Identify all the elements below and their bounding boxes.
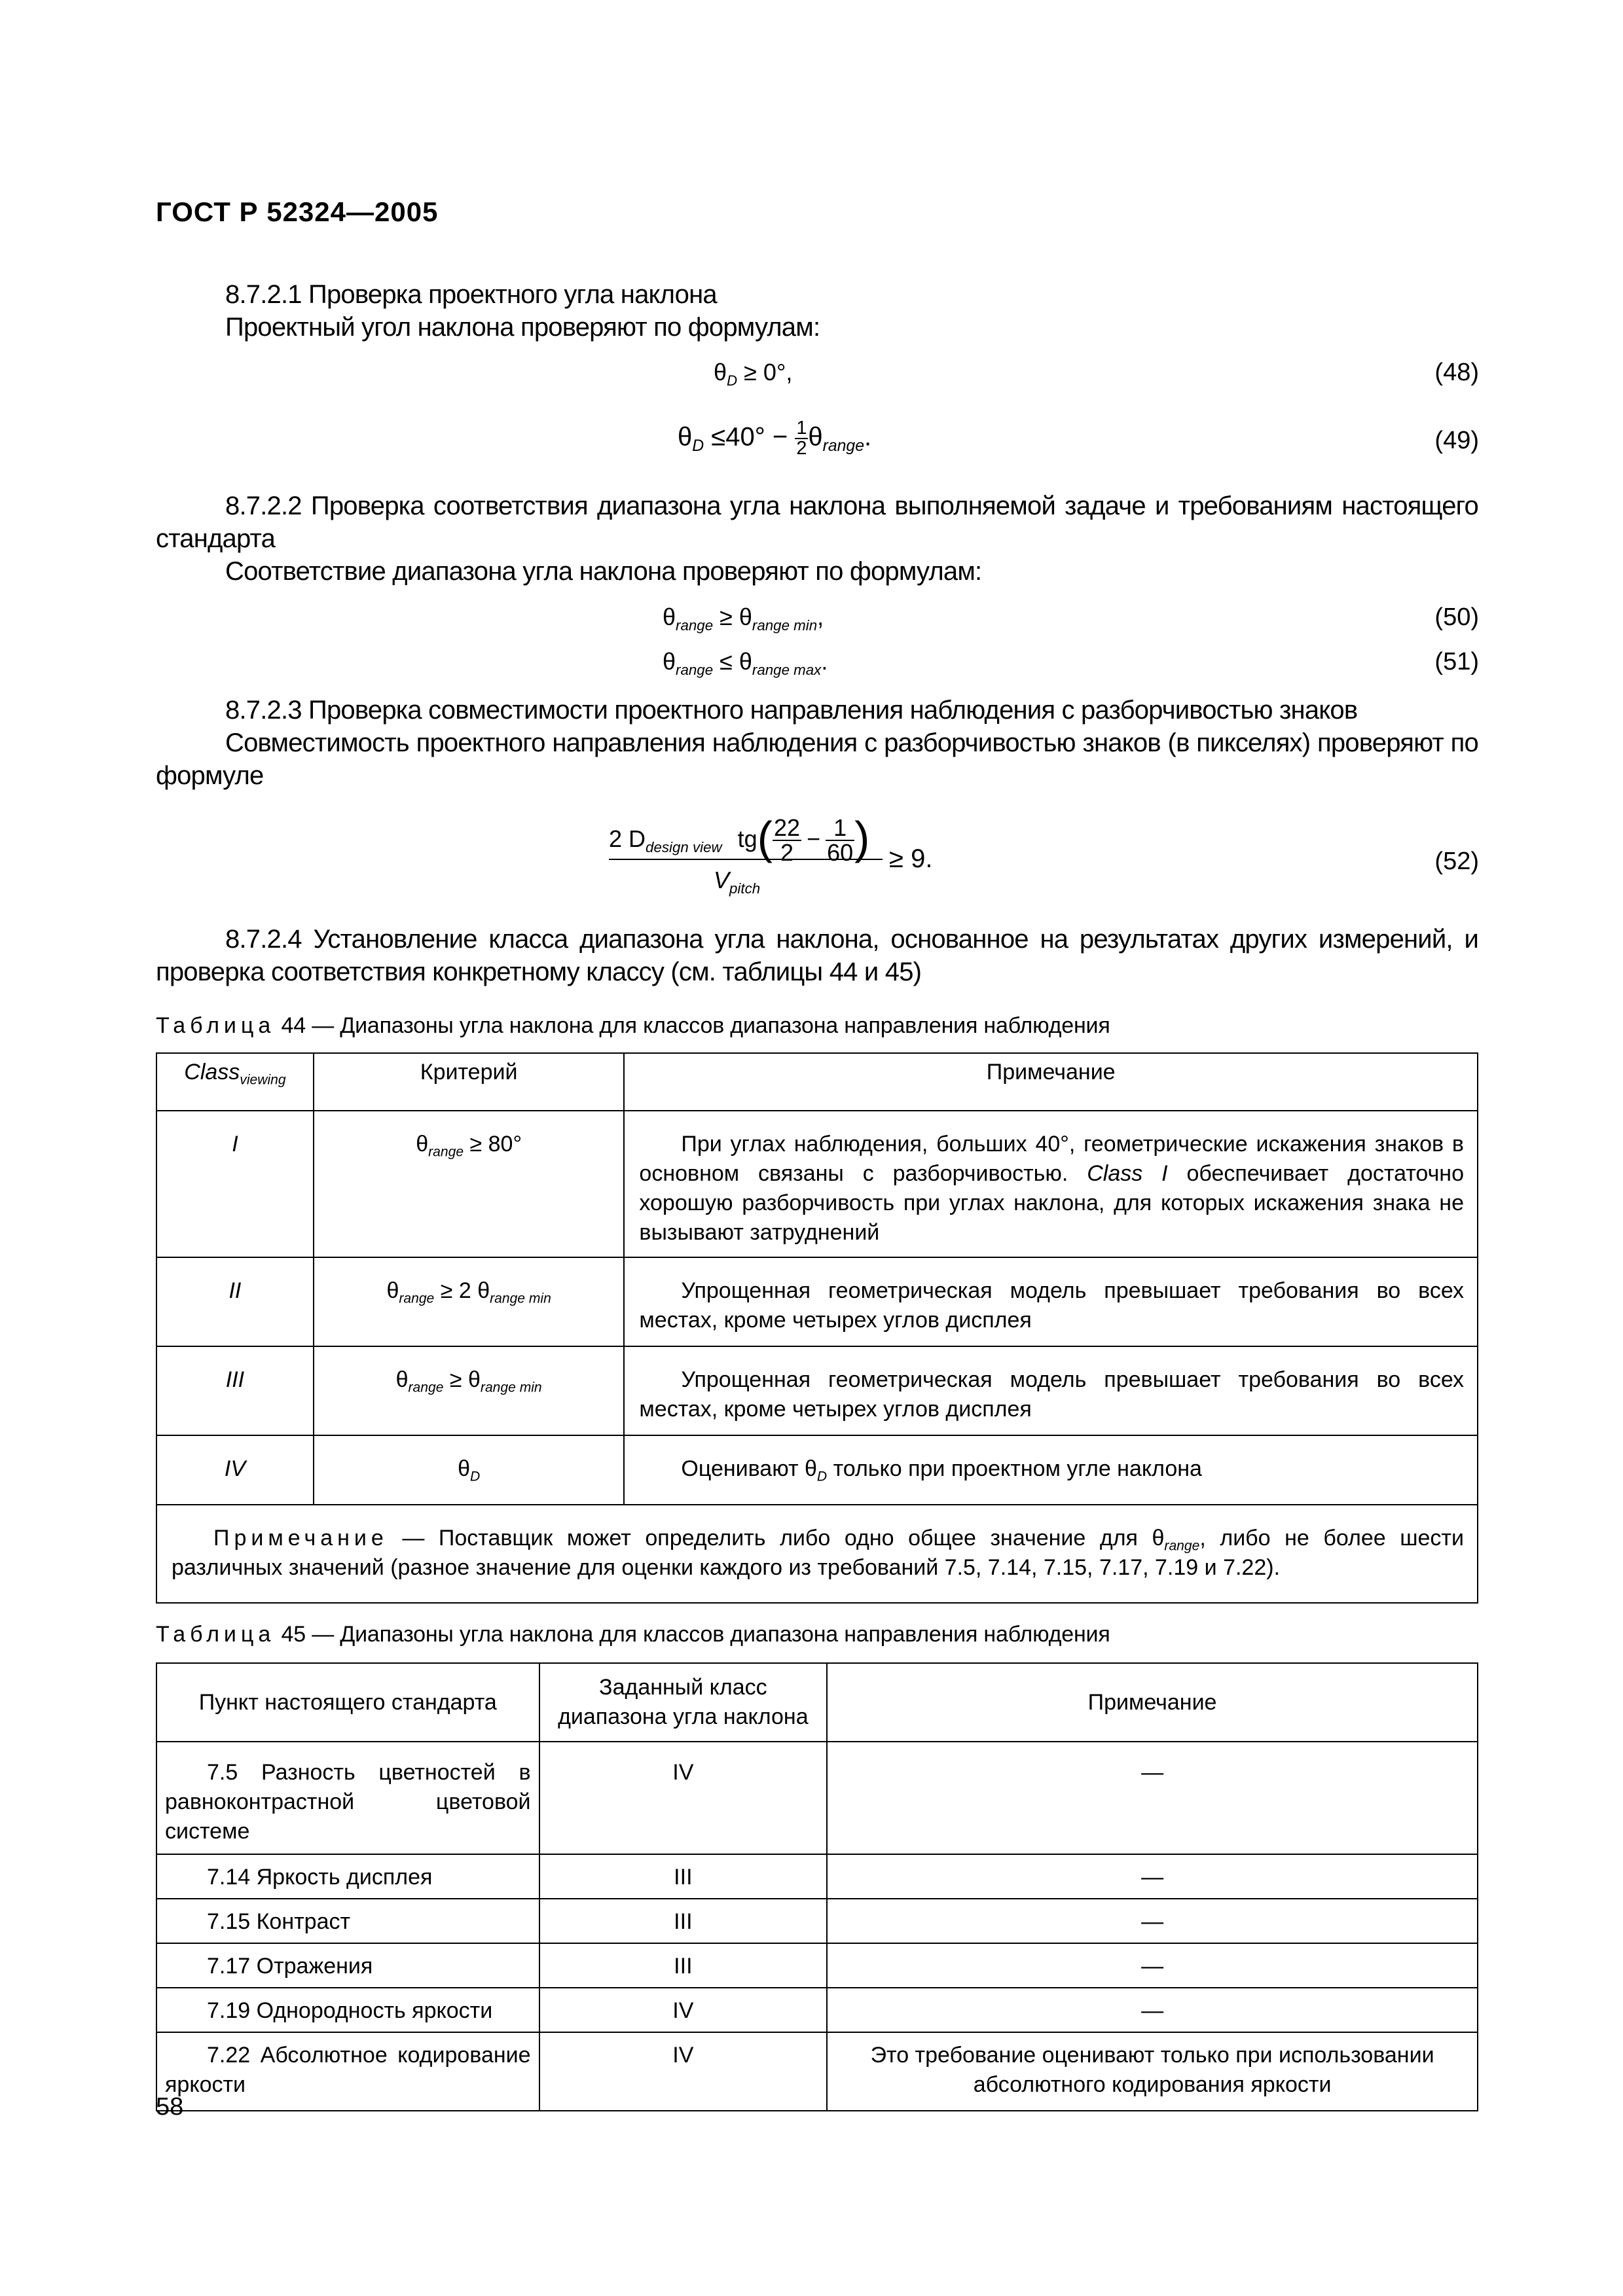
h-class-sub: viewing	[240, 1072, 286, 1088]
section-8-7-2-1-title: 8.7.2.1 Проверка проектного угла наклона	[225, 280, 717, 309]
table-44-class: IV	[156, 1435, 314, 1505]
crit-sub: range	[428, 1144, 464, 1160]
f52-frac-a	[773, 816, 801, 865]
table-44-header-class	[156, 1053, 314, 1111]
table-row	[156, 1111, 1478, 1257]
table-44-header-note: Примечание	[624, 1053, 1478, 1111]
f52-den-sub: pitch	[729, 880, 761, 897]
table-44-class: III	[156, 1346, 314, 1435]
formula-51	[663, 648, 828, 678]
f52-num-pre: 2 D	[609, 825, 646, 852]
section-8-7-2-4-title: 8.7.2.4 Установление класса диапазона угла наклона, основанное на результатах других измерений, и проверка соответствия конкретному классу (см. таблицы 44 и 45)	[156, 925, 1478, 986]
f49-theta: θ	[678, 422, 693, 452]
note-pre: При углах наблюдения, больших 40°, геометрические искажения знаков в основном связаны с разборчивостью.	[639, 1132, 1464, 1186]
crit-theta: θ	[458, 1456, 470, 1481]
section-8-7-2-3-title: 8.7.2.3 Проверка совместимости проектного направления наблюдения с разборчивостью знаков	[225, 696, 1358, 725]
table-45-item: 7.15 Контраст	[156, 1899, 539, 1943]
footnote-sub: range	[1164, 1538, 1200, 1554]
table-44-note	[624, 1346, 1478, 1435]
table-44-class: I	[156, 1111, 314, 1257]
f52-fraction-bar	[609, 859, 883, 860]
table-45-header-row	[156, 1663, 1478, 1742]
section-8-7-2-3-intro: Совместимость проектного направления наблюдения с разборчивостью знаков (в пикселях) проверяют по формуле	[156, 728, 1478, 790]
table-row	[156, 1346, 1478, 1435]
table-44-criterion	[314, 1435, 625, 1505]
crit-sub: range	[408, 1380, 444, 1395]
f49-frac-den: 2	[796, 437, 807, 459]
f49-fraction	[795, 419, 808, 458]
crit-sub-2: range min	[480, 1380, 542, 1395]
crit-sub-2: range min	[490, 1291, 551, 1306]
table-44-header-row	[156, 1053, 1478, 1111]
note-italic: Class I	[1087, 1161, 1168, 1186]
f51-sub-b: range max	[752, 661, 822, 678]
f51-end: .	[821, 648, 828, 675]
table-44	[156, 1052, 1478, 1604]
f48-sub: D	[727, 372, 738, 389]
note-indent	[639, 1456, 681, 1481]
table-44-criterion	[314, 1257, 625, 1346]
f52-paren-open: (	[757, 812, 773, 863]
table-44-criterion	[314, 1111, 625, 1257]
table-45-class: IV	[539, 1742, 828, 1854]
table-row	[156, 1257, 1478, 1346]
table-row	[156, 1854, 1478, 1899]
table-45-note: —	[827, 1854, 1478, 1899]
f52-minus: −	[807, 825, 821, 852]
f50-sub-b: range min	[752, 617, 818, 634]
table-44-caption-rest: 44 — Диапазоны угла наклона для классов диапазона направления наблюдения	[275, 1013, 1110, 1038]
formula-51-number: (51)	[1434, 648, 1479, 675]
crit-sub: D	[469, 1469, 481, 1484]
h-class-text: Class	[184, 1060, 240, 1085]
table-45-note: —	[827, 1988, 1478, 2032]
f52-a-num: 22	[773, 814, 801, 842]
table-row	[156, 2032, 1478, 2111]
footnote-word: Примечание	[213, 1526, 388, 1551]
table-45	[156, 1662, 1478, 2111]
table-45-class: III	[539, 1854, 828, 1899]
note-post: обеспечивает достаточно хорошую разборчивость при углах наклона, для которых искажения знака не вызывают затруднений	[639, 1161, 1464, 1245]
table-44-caption	[156, 1013, 1110, 1039]
f49-theta-2: θ	[808, 422, 823, 452]
table-45-caption	[156, 1622, 1110, 1647]
f50-theta: θ	[663, 603, 676, 630]
f49-end: .	[864, 422, 872, 452]
footnote-a: — Поставщик может определить либо одно общее значение для θ	[388, 1526, 1165, 1551]
table-44-footnote	[156, 1505, 1478, 1603]
table-row	[156, 1435, 1478, 1505]
f52-frac-b	[826, 816, 854, 865]
f50-end: ,	[817, 603, 824, 630]
table-45-header-note: Примечание	[827, 1663, 1478, 1742]
f49-sub: D	[692, 437, 704, 456]
table-45-class: III	[539, 1943, 828, 1988]
formula-50-number: (50)	[1434, 603, 1479, 631]
crit-rest: ≥ θ	[443, 1367, 481, 1392]
crit-rest: ≥ 2 θ	[434, 1278, 490, 1303]
f52-denominator	[714, 867, 761, 897]
f51-op: ≤ θ	[713, 648, 752, 675]
table-44-class: II	[156, 1257, 314, 1346]
table-45-header-item: Пункт настоящего стандарта	[156, 1663, 539, 1742]
table-45-note: —	[827, 1899, 1478, 1943]
section-8-7-2-2-title: 8.7.2.2 Проверка соответствия диапазона угла наклона выполняемой задаче и требованиям настоящего стандарта	[156, 492, 1478, 553]
table-44-caption-word: Таблица	[156, 1013, 276, 1038]
table-45-note: —	[827, 1943, 1478, 1988]
formula-48	[714, 359, 793, 389]
table-45-class: IV	[539, 1988, 828, 2032]
table-45-header-class: Заданный класс диапазона угла наклона	[539, 1663, 828, 1742]
table-44-footnote-row	[156, 1505, 1478, 1603]
f52-b-den: 60	[827, 839, 854, 867]
table-45-note: —	[827, 1742, 1478, 1854]
table-45-note: Это требование оценивают только при использовании абсолютного кодирования яркости	[827, 2032, 1478, 2111]
f52-den: V	[714, 867, 730, 893]
f52-tg: tg	[737, 825, 757, 852]
table-44-note	[624, 1111, 1478, 1257]
f52-b-num: 1	[833, 814, 847, 842]
footnote-b: , либо не более шести различных значений (разное значение для оценки каждого из требований 7.5, 7.14, 7.15, 7.17, 7.19 и 7.22).	[172, 1526, 1464, 1580]
f50-sub-a: range	[676, 617, 714, 634]
table-44-criterion	[314, 1346, 625, 1435]
formula-50	[663, 603, 824, 634]
note-indent	[639, 1278, 681, 1303]
section-8-7-2-1-intro: Проектный угол наклона проверяют по формулам:	[225, 313, 820, 342]
crit-theta: θ	[395, 1367, 409, 1392]
formula-49-number: (49)	[1434, 427, 1479, 454]
table-45-item	[156, 1742, 539, 1854]
f49-frac-num: 1	[796, 418, 807, 439]
crit-theta: θ	[416, 1132, 429, 1157]
f48-theta: θ	[714, 359, 727, 386]
table-row	[156, 1988, 1478, 2032]
note-post: только при проектном угле наклона	[827, 1456, 1202, 1481]
formula-48-number: (48)	[1434, 359, 1479, 386]
item-indent	[165, 2043, 207, 2068]
f49-mid: ≤40° −	[704, 422, 795, 452]
page-number: 58	[156, 2093, 184, 2121]
table-44-note	[624, 1257, 1478, 1346]
note-indent	[639, 1132, 681, 1157]
f52-paren-close: )	[854, 812, 870, 863]
table-45-item: 7.19 Однородность яркости	[156, 1988, 539, 2032]
table-45-class: IV	[539, 2032, 828, 2111]
formula-52-number: (52)	[1434, 848, 1479, 875]
crit-theta: θ	[386, 1278, 399, 1303]
f52-num-sub: design view	[646, 838, 722, 855]
table-45-item	[156, 2032, 539, 2111]
crit-rest: ≥ 80°	[464, 1132, 522, 1157]
table-45-item: 7.14 Яркость дисплея	[156, 1854, 539, 1899]
table-45-caption-word: Таблица	[156, 1622, 276, 1647]
f51-sub-a: range	[676, 661, 714, 678]
table-row	[156, 1742, 1478, 1854]
footnote-indent	[172, 1526, 213, 1551]
table-44-header-criterion: Критерий	[314, 1053, 625, 1111]
note-indent	[639, 1367, 681, 1392]
f48-rest: ≥ 0°,	[737, 359, 793, 386]
table-45-caption-rest: 45 — Диапазоны угла наклона для классов диапазона направления наблюдения	[275, 1622, 1110, 1647]
note-pre: Упрощенная геометрическая модель превышает требования во всех местах, кроме четырех углов дисплея	[639, 1278, 1464, 1333]
formula-49	[678, 419, 871, 458]
item-text: 7.5 Разность цветностей в равноконтрастной цветовой системе	[165, 1760, 531, 1844]
document-header: ГОСТ Р 52324—2005	[156, 196, 439, 227]
f51-theta: θ	[663, 648, 676, 675]
note-sub: D	[816, 1469, 828, 1484]
f50-op: ≥ θ	[713, 603, 752, 630]
item-text: 7.22 Абсолютное кодирование яркости	[165, 2043, 531, 2097]
item-indent	[165, 1760, 207, 1785]
f52-a-den: 2	[773, 840, 801, 865]
note-pre: Упрощенная геометрическая модель превышает требования во всех местах, кроме четырех углов дисплея	[639, 1367, 1464, 1422]
crit-sub: range	[399, 1291, 435, 1306]
f52-rhs: ≥ 9.	[889, 844, 933, 873]
table-45-class: III	[539, 1899, 828, 1943]
table-row	[156, 1899, 1478, 1943]
f49-sub-2: range	[822, 437, 864, 456]
f52-numerator	[609, 812, 869, 865]
table-row	[156, 1943, 1478, 1988]
section-8-7-2-2-intro: Соответствие диапазона угла наклона проверяют по формулам:	[225, 557, 982, 586]
table-44-note	[624, 1435, 1478, 1505]
table-45-item: 7.17 Отражения	[156, 1943, 539, 1988]
note-pre: Оценивают θ	[681, 1456, 817, 1481]
